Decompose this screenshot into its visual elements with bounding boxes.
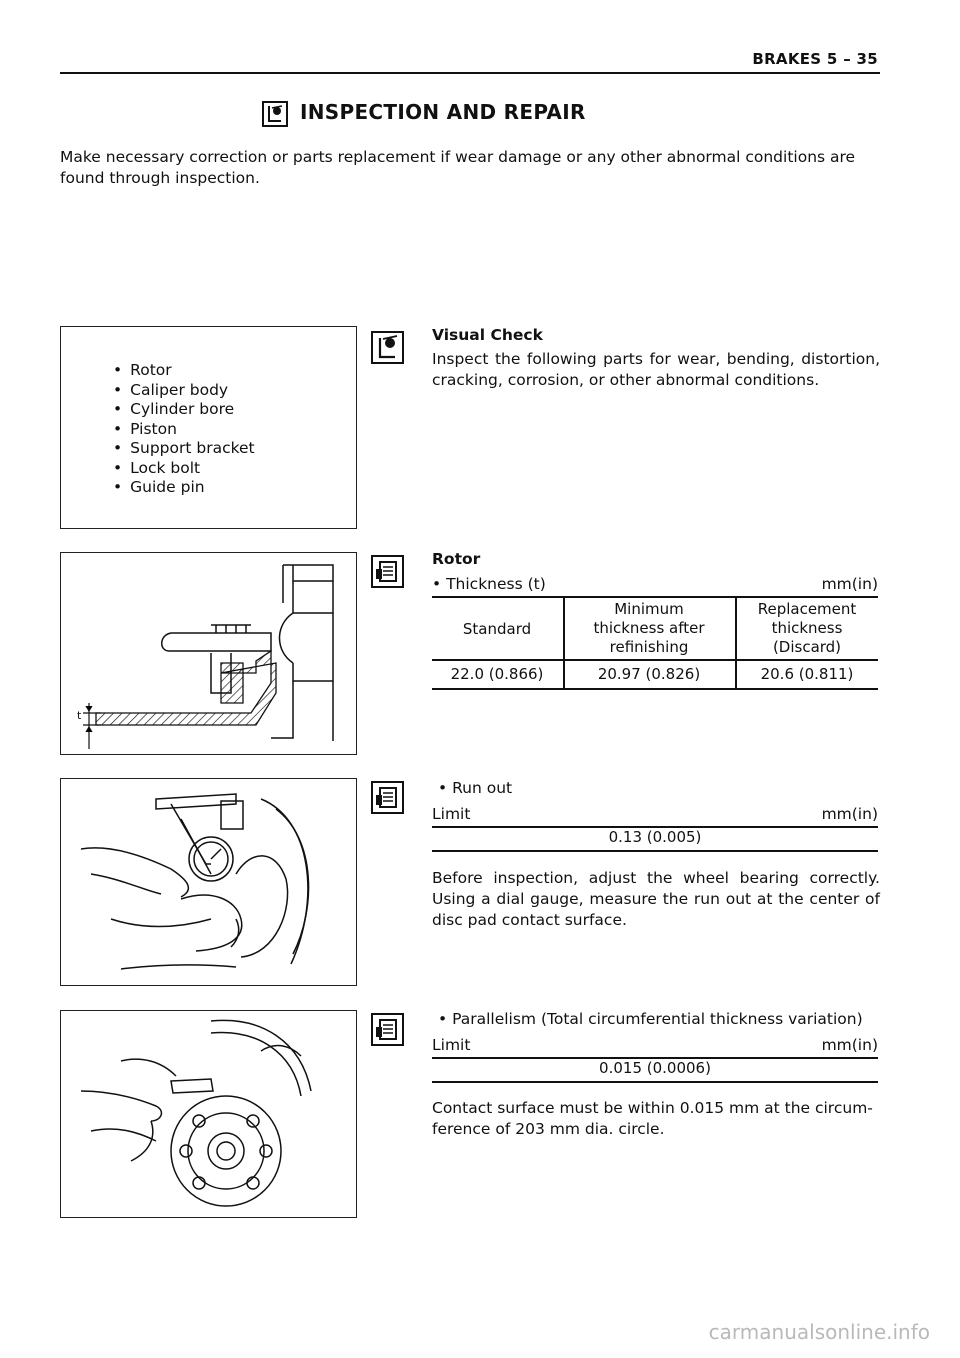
runout-illustration-box — [60, 778, 357, 986]
page-title: INSPECTION AND REPAIR — [300, 100, 586, 124]
micrometer-hub-illustration — [61, 1011, 355, 1216]
rotor-heading: Rotor — [432, 550, 481, 568]
visual-check-heading: Visual Check — [432, 326, 543, 344]
list-item: • Lock bolt — [113, 459, 356, 479]
runout-limit-label: Limit — [432, 805, 471, 823]
list-item: • Rotor — [113, 361, 356, 381]
parallelism-label: • Parallelism (Total circumferential thickness variation) — [438, 1010, 863, 1028]
parallelism-illustration-box — [60, 1010, 357, 1218]
runout-label: • Run out — [438, 779, 513, 797]
rotor-thickness-label: • Thickness (t) — [432, 575, 546, 593]
list-item: • Guide pin — [113, 478, 356, 498]
unit-label: mm(in) — [821, 575, 878, 593]
runout-bottom-rule — [432, 850, 878, 852]
parallelism-value: 0.015 (0.0006) — [599, 1059, 711, 1077]
spec-icon — [371, 781, 404, 814]
thickness-label-t: t — [77, 709, 82, 722]
page-header: BRAKES 5 – 35 — [752, 50, 878, 68]
parallelism-limit-label: Limit — [432, 1036, 471, 1054]
visual-check-text: Inspect the following parts for wear, bending, distortion, cracking, corrosion, or other abnormal conditions. — [432, 350, 880, 389]
inspection-icon — [262, 101, 288, 127]
spec-icon — [371, 1013, 404, 1046]
parallelism-text: Contact surface must be within 0.015 mm at the circum-ference of 203 mm dia. circle. — [432, 1099, 873, 1138]
table-cell-minimum: 20.97 (0.826) — [597, 665, 701, 683]
parts-list — [113, 361, 356, 498]
table-mid-rule — [432, 659, 878, 661]
rotor-diagram-box — [60, 552, 357, 755]
spec-icon — [371, 555, 404, 588]
list-item: • Piston — [113, 420, 356, 440]
dial-gauge-illustration — [61, 779, 355, 984]
header-rule — [60, 72, 880, 74]
unit-label: mm(in) — [821, 1036, 878, 1054]
rotor-spec-table — [432, 598, 878, 691]
table-header-minimum: Minimum thickness after refinishing — [593, 600, 705, 656]
runout-text: Before inspection, adjust the wheel bearing correctly. Using a dial gauge, measure the run out at the center of disc pad contact surface. — [432, 869, 880, 929]
inspection-icon — [371, 331, 404, 364]
table-header-replacement: Replacement thickness (Discard) — [757, 600, 857, 656]
list-item: • Cylinder bore — [113, 400, 356, 420]
intro-text: Make necessary correction or parts replacement if wear damage or any other abnormal conditions are found through inspection. — [60, 148, 856, 187]
table-cell-replacement: 20.6 (0.811) — [760, 665, 854, 683]
runout-value: 0.13 (0.005) — [608, 828, 702, 846]
rotor-cross-section-diagram — [61, 553, 355, 753]
table-divider — [735, 598, 737, 689]
list-item: • Caliper body — [113, 381, 356, 401]
list-item: • Support bracket — [113, 439, 356, 459]
table-bottom-rule — [432, 688, 878, 690]
watermark: carmanualsonline.info — [708, 1320, 930, 1344]
table-cell-standard: 22.0 (0.866) — [450, 665, 544, 683]
parallelism-bottom-rule — [432, 1081, 878, 1083]
parts-list-box — [60, 326, 357, 529]
table-header-standard: Standard — [462, 620, 532, 638]
unit-label: mm(in) — [821, 805, 878, 823]
table-divider — [563, 598, 565, 689]
